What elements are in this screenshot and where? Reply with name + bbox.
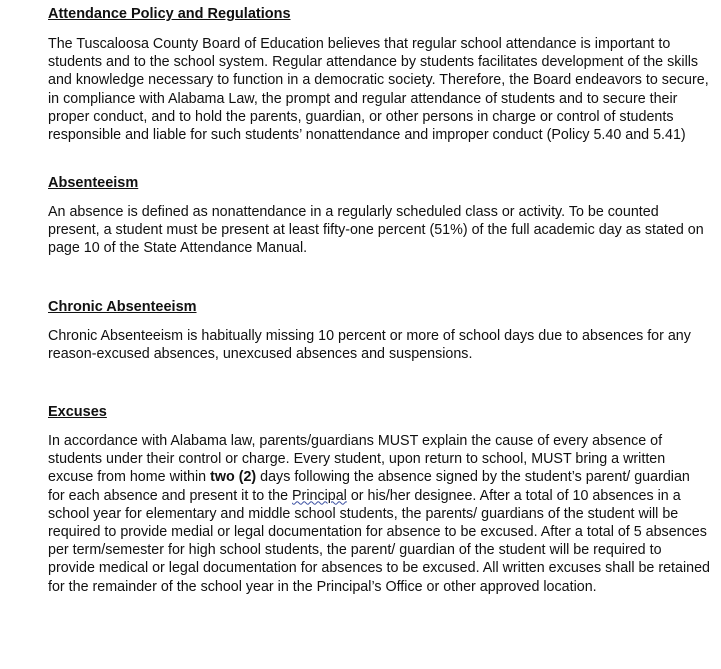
paragraph-excuses — [48, 432, 710, 596]
paragraph-chronic-absenteeism: Chronic Absenteeism is habitually missing 10 percent or more of school days due to absences for any reason-excused absences, unexcused absences and suspensions. — [48, 328, 691, 363]
principal-spellcheck-word[interactable]: Principal — [292, 487, 347, 504]
paragraph-attendance-policy: The Tuscaloosa County Board of Education believes that regular school attendance is important to students and to the school system. Regular attendance by students facilitates development of the skills and knowledge necessary to function in a democratic society. Therefore, the Board endeavors to secure, in compliance with Alabama Law, the prompt and regular attendance of students and to secure their proper conduct, and to hold the parents, guardian, or other persons in charge or control of students responsible and liable for such students’ nonattendance and improper conduct (Policy 5.40 and 5.41) — [48, 36, 709, 144]
excuses-bold-days: two (2) — [210, 469, 257, 486]
heading-chronic-absenteeism: Chronic Absenteeism — [48, 299, 197, 315]
excuses-text-part2: days following the absence signed by the student’s parent/ guardian for each absence and present it to the — [48, 469, 690, 504]
heading-absenteeism: Absenteeism — [48, 175, 139, 191]
heading-attendance-policy: Attendance Policy and Regulations — [48, 6, 291, 22]
paragraph-absenteeism: An absence is defined as nonattendance in a regularly scheduled class or activity. To be counted present, a student must be present at least fifty-one percent (51%) of the full academic day as stated on page 10 of the State Attendance Manual. — [48, 204, 704, 257]
excuses-text-part3: or his/her designee. After a total of 10 absences in a school year for elementary and middle school students, the parents/ guardians of the student will be required to provide medial or legal documentation for absence to be excused. After a total of 5 absences per term/semester for high school students, the parent/ guardian of the student will be required to provide medical or legal documentation for absences to be excused. All written excuses shall be retained for the remainder of the school year in the Principal’s Office or other approved location. — [48, 487, 711, 595]
heading-excuses: Excuses — [48, 404, 107, 420]
excuses-text-part1: In accordance with Alabama law, parents/guardians MUST explain the cause of every absence of students under their control or charge. Every student, upon return to school, MUST bring a written excuse from home within — [48, 433, 666, 486]
